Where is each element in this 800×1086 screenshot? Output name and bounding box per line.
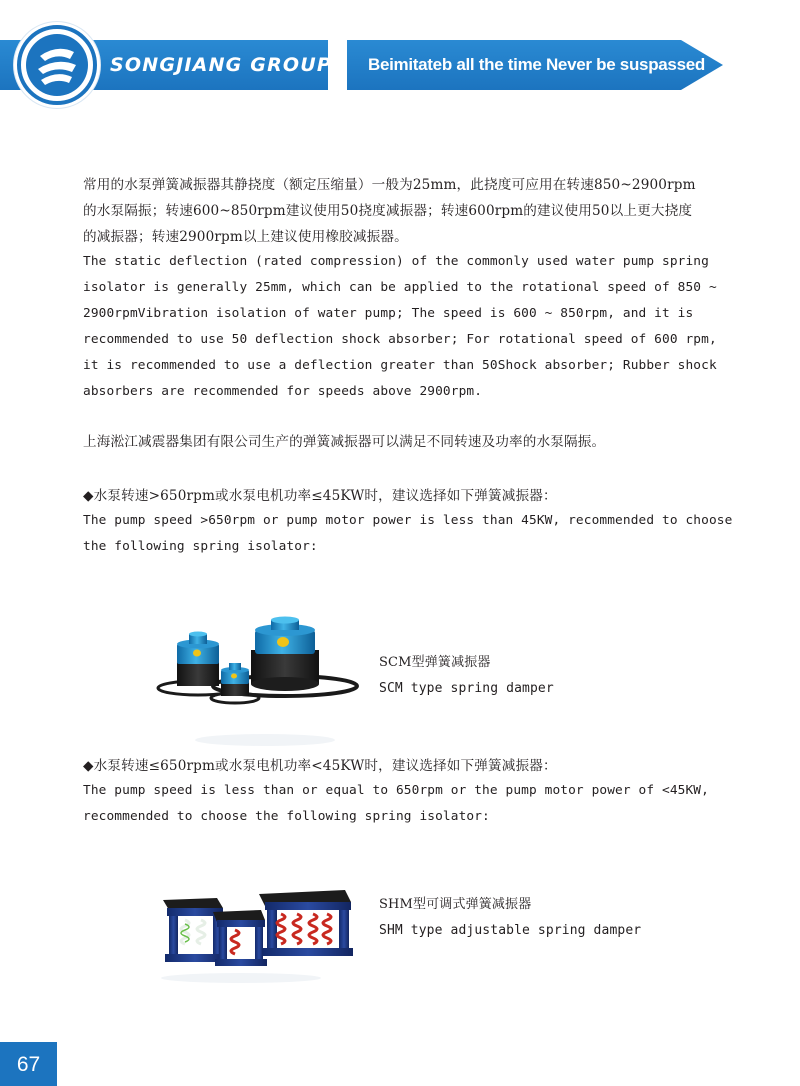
intro-en-line: absorbers are recommended for speeds above 2900rpm. bbox=[83, 384, 483, 399]
intro-en-line: it is recommended to use a deflection greater than 50Shock absorber; Rubber shock bbox=[83, 358, 717, 373]
scm-name-en: SCM type spring damper bbox=[379, 681, 554, 696]
logo-mark-icon bbox=[14, 22, 100, 108]
intro-english bbox=[83, 249, 717, 405]
intro-en-line: isolator is generally 25mm, which can be applied to the rotational speed of 850 ~ bbox=[83, 280, 717, 295]
section2-en-line: recommended to choose the following spring isolator: bbox=[83, 809, 490, 824]
brand-name: SONGJIANG GROUP bbox=[110, 54, 333, 76]
section1-en-line: The pump speed >650rpm or pump motor power is less than 45KW, recommended to choose bbox=[83, 513, 733, 528]
page-header bbox=[0, 0, 800, 120]
section1-text-en bbox=[83, 508, 732, 560]
section2-text-en bbox=[83, 778, 709, 830]
slogan-text: Beimitateb all the time Never be suspassed bbox=[368, 55, 705, 74]
section2-heading-zh: ◆水泵转速≤650rpm或水泵电机功率<45KW时，建议选择如下弹簧减振器： bbox=[83, 758, 557, 774]
intro-en-line: 2900rpmVibration isolation of water pump; The speed is 600 ~ 850rpm, and it is bbox=[83, 306, 694, 321]
scm-spring-damper-image bbox=[155, 610, 360, 755]
scm-name-zh: SCM型弹簧减振器 bbox=[379, 655, 491, 670]
shm-spring-damper-image bbox=[155, 872, 360, 992]
shm-name-zh: SHM型可调式弹簧减振器 bbox=[379, 897, 532, 912]
shm-name-en: SHM type adjustable spring damper bbox=[379, 923, 642, 938]
intro-zh-line: 的水泵隔振；转速600~850rpm建议使用50挠度减振器；转速600rpm的建议使用50以上更大挠度 bbox=[83, 203, 693, 219]
intro-chinese bbox=[83, 172, 696, 250]
page-number: 67 bbox=[0, 1042, 57, 1086]
intro-en-line: recommended to use 50 deflection shock absorber; For rotational speed of 600 rpm, bbox=[83, 332, 717, 347]
intro-zh-line: 的减振器；转速2900rpm以上建议使用橡胶减振器。 bbox=[83, 229, 408, 245]
scm-caption bbox=[379, 651, 554, 703]
intro-zh-line: 常用的水泵弹簧减振器其静挠度（额定压缩量）一般为25mm，此挠度可应用在转速850~2900rpm bbox=[83, 177, 696, 193]
section1-heading-zh: ◆水泵转速>650rpm或水泵电机功率≤45KW时，建议选择如下弹簧减振器： bbox=[83, 488, 557, 504]
shm-caption bbox=[379, 893, 641, 945]
company-logo bbox=[14, 22, 100, 108]
company-statement: 上海淞江减震器集团有限公司生产的弹簧减振器可以满足不同转速及功率的水泵隔振。 bbox=[83, 434, 606, 450]
section1-en-line: the following spring isolator: bbox=[83, 539, 318, 554]
intro-en-line: The static deflection (rated compression) of the commonly used water pump spring bbox=[83, 254, 709, 269]
section2-en-line: The pump speed is less than or equal to 650rpm or the pump motor power of <45KW, bbox=[83, 783, 709, 798]
